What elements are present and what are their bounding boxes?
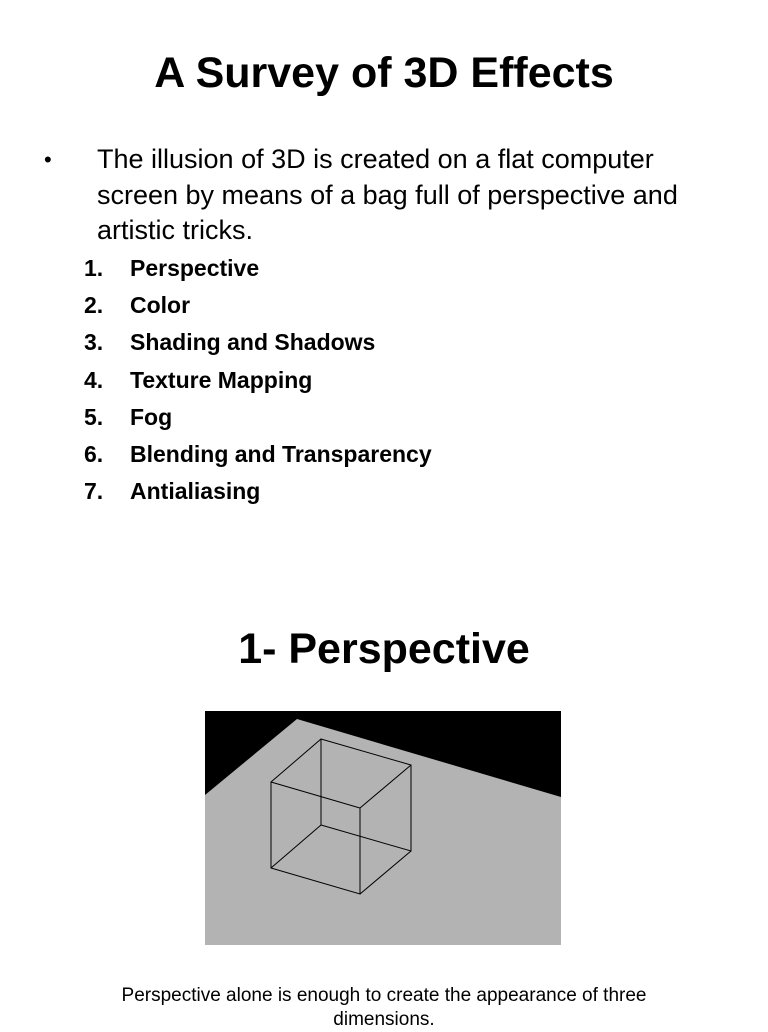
figure-caption: Perspective alone is enough to create the appearance of three dimensions. bbox=[121, 985, 647, 1030]
list-item-label: Antialiasing bbox=[130, 478, 261, 505]
list-item-number: 6. bbox=[84, 440, 104, 467]
list-item-label: Color bbox=[130, 292, 191, 319]
wireframe-cube-illustration bbox=[205, 711, 561, 945]
list-item-number: 4. bbox=[84, 366, 104, 393]
slide-title: 1- Perspective bbox=[238, 625, 530, 673]
list-item bbox=[84, 362, 684, 399]
list-item-number: 2. bbox=[84, 292, 104, 319]
bullet-marker: • bbox=[44, 147, 52, 172]
list-item bbox=[84, 473, 684, 510]
list-item-number: 7. bbox=[84, 478, 104, 505]
list-item bbox=[84, 287, 684, 324]
list-item-label: Blending and Transparency bbox=[130, 440, 432, 467]
effects-list bbox=[84, 250, 684, 510]
slide-perspective bbox=[0, 580, 768, 1030]
slide-title: A Survey of 3D Effects bbox=[154, 49, 614, 97]
bullet-text: The illusion of 3D is created on a flat computer screen by means of a bag full of perspective and artistic tricks. bbox=[97, 144, 678, 245]
list-item-number: 1. bbox=[84, 255, 104, 281]
perspective-figure bbox=[205, 711, 561, 945]
list-item bbox=[84, 436, 684, 473]
list-item-label: Shading and Shadows bbox=[130, 329, 376, 356]
list-item-label: Fog bbox=[130, 403, 173, 430]
list-item-label: Texture Mapping bbox=[130, 366, 313, 393]
list-item-number: 3. bbox=[84, 329, 104, 356]
list-item bbox=[84, 324, 684, 361]
list-item-number: 5. bbox=[84, 403, 104, 430]
list-item bbox=[84, 250, 684, 287]
list-item-label: Perspective bbox=[130, 255, 260, 281]
list-item bbox=[84, 399, 684, 436]
